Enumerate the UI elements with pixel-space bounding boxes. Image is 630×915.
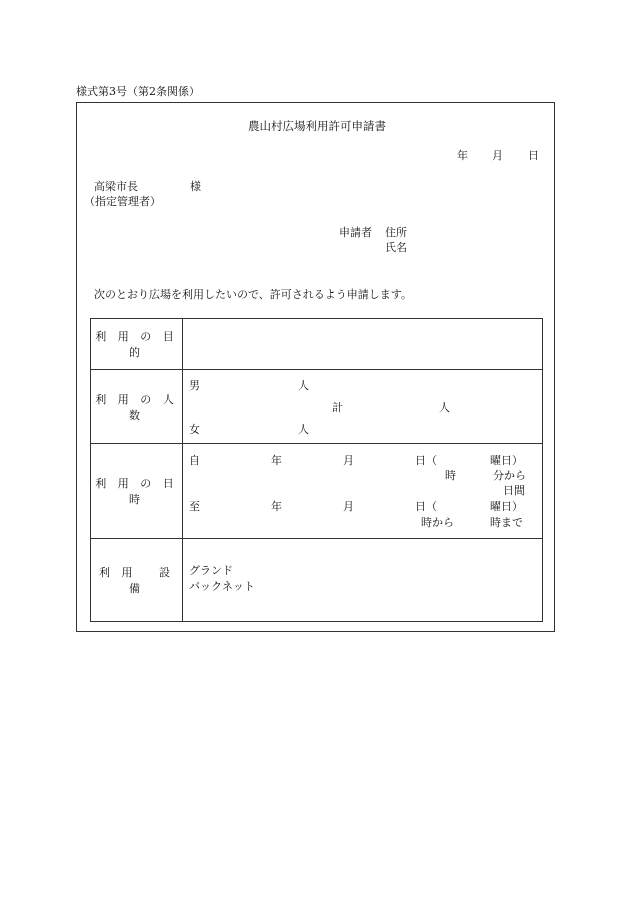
from-minute: 分から — [493, 469, 526, 482]
addressee-honorific: 様 — [190, 180, 201, 193]
addressee-mayor: 高梁市長 — [94, 180, 138, 193]
duration-days: 日間 — [503, 484, 525, 497]
to-year: 年 — [271, 500, 282, 513]
from-year: 年 — [271, 454, 282, 467]
female-unit: 人 — [298, 423, 309, 436]
to-weekday: 曜日） — [490, 500, 523, 513]
male-label: 男 — [189, 379, 200, 392]
facilities-row — [91, 539, 543, 622]
facilities-label-cell — [91, 539, 183, 622]
applicant-address-label: 住所 — [385, 226, 407, 239]
facility-backnet: バックネット — [189, 580, 255, 593]
people-value-cell — [183, 370, 543, 444]
date-month-label: 月 — [492, 149, 503, 162]
applicant-label: 申請者 — [339, 226, 372, 239]
from-hour: 時 — [445, 469, 456, 482]
from-month: 月 — [343, 454, 354, 467]
people-label: 利 用 の 人 数 — [95, 392, 178, 422]
people-label-cell — [91, 370, 183, 444]
from-label: 自 — [189, 454, 200, 467]
datetime-label: 利 用 の 日 時 — [95, 477, 178, 506]
to-month: 月 — [343, 500, 354, 513]
datetime-row — [91, 444, 543, 539]
hour-from: 時から — [421, 516, 454, 529]
male-unit: 人 — [298, 379, 309, 392]
usage-table — [90, 318, 543, 622]
female-label: 女 — [189, 423, 200, 436]
facilities-label: 利 用 設 備 — [99, 566, 174, 595]
purpose-label-cell — [91, 319, 183, 370]
total-unit: 人 — [439, 401, 450, 414]
total-label: 計 — [332, 401, 343, 414]
to-day: 日（ — [415, 500, 437, 513]
purpose-value-cell — [183, 319, 543, 370]
people-row — [91, 370, 543, 444]
to-label: 至 — [189, 500, 200, 513]
from-weekday: 曜日） — [490, 454, 523, 467]
datetime-value-cell — [183, 444, 543, 539]
date-year-label: 年 — [457, 149, 468, 162]
applicant-name-label: 氏名 — [385, 241, 407, 254]
datetime-label-cell — [91, 444, 183, 539]
form-title: 農山村広場利用許可申請書 — [248, 119, 386, 133]
intro-text: 次のとおり広場を利用したいので、許可されるよう申請します。 — [94, 288, 412, 301]
date-day-label: 日 — [528, 149, 539, 162]
facility-ground: グランド — [189, 564, 233, 577]
from-day: 日（ — [415, 454, 437, 467]
addressee-manager: （指定管理者） — [84, 195, 161, 208]
purpose-label: 利 用 の 目 的 — [95, 330, 178, 359]
form-number: 様式第3号（第2条関係） — [76, 85, 200, 98]
hour-until: 時まで — [490, 516, 523, 529]
facilities-value-cell — [183, 539, 543, 622]
purpose-row — [91, 319, 543, 370]
